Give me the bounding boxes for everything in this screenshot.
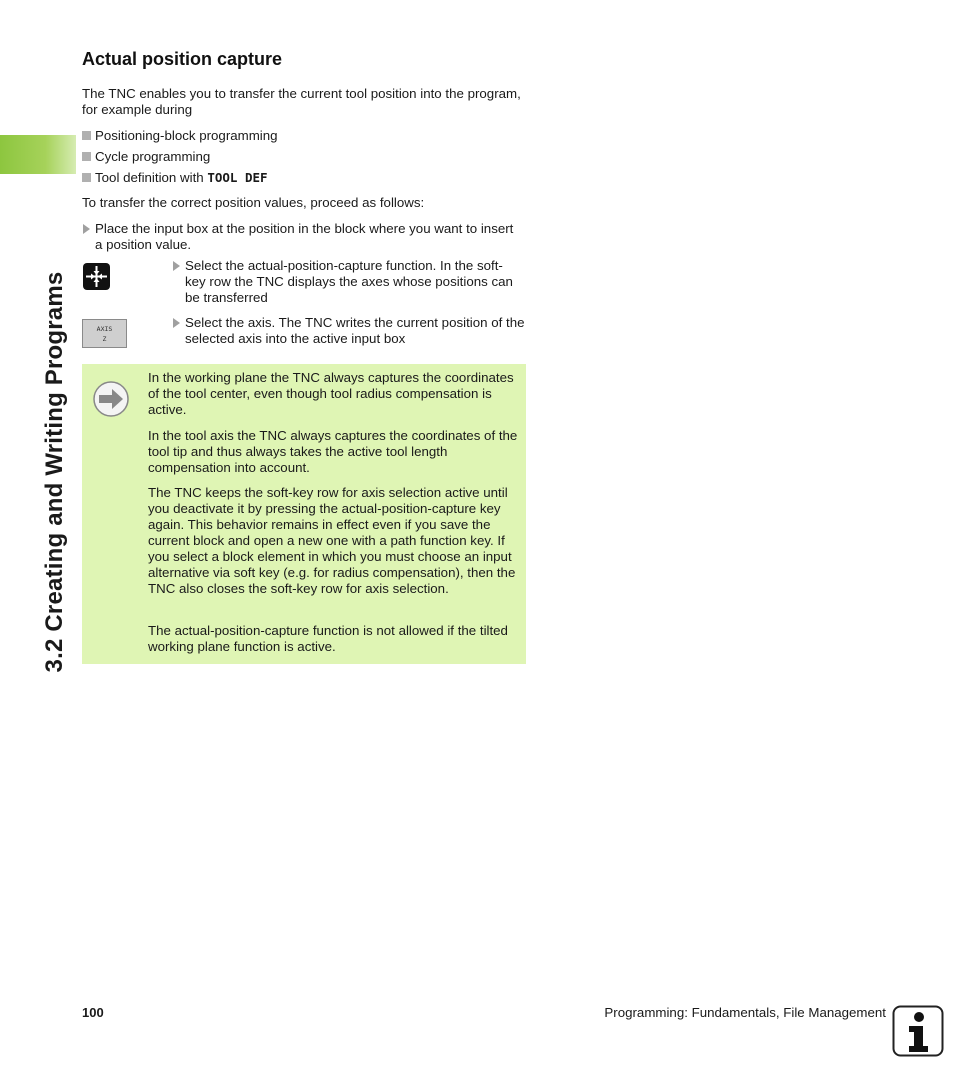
bullet-square-icon: [82, 131, 91, 140]
note-arrow-icon: [92, 380, 130, 418]
note-paragraph: In the tool axis the TNC always captures the coordinates of the tool tip and thus always takes the active tool length compensation into account.: [148, 428, 518, 475]
page-number: 100: [82, 1005, 104, 1020]
actual-position-capture-icon: [83, 263, 110, 290]
step-triangle-icon: [173, 261, 180, 271]
chapter-section-title: 3.2 Creating and Writing Programs: [41, 271, 68, 673]
step-place-input: Place the input box at the position in the block where you want to insert a position value.: [95, 221, 514, 252]
bullet-square-icon: [82, 173, 91, 182]
section-heading: Actual position capture: [82, 49, 283, 69]
note-paragraph: The actual-position-capture function is not allowed if the tilted working plane function is active.: [148, 623, 508, 654]
note-paragraph: In the working plane the TNC always captures the coordinates of the tool center, even though tool radius compensation is active.: [148, 370, 514, 417]
footer-title: Programming: Fundamentals, File Management: [604, 1005, 886, 1020]
step-select-axis: Select the axis. The TNC writes the current position of the selected axis into the active input box: [185, 315, 525, 346]
tool-def-code: TOOL DEF: [207, 170, 268, 185]
list-item: Tool definition with TOOL DEF: [82, 170, 268, 186]
info-icon: [892, 1005, 944, 1057]
step-triangle-icon: [173, 318, 180, 328]
step-triangle-icon: [83, 224, 90, 234]
list-item: Cycle programming: [82, 149, 210, 165]
axis-z-softkey: AXIS Z: [82, 319, 127, 348]
step-select-capture: Select the actual-position-capture function. In the soft-key row the TNC displays the axes whose positions can be transferred: [185, 258, 513, 305]
chapter-tab-marker: [0, 135, 76, 174]
intro-paragraph: The TNC enables you to transfer the current tool position into the program, for example during: [82, 86, 521, 117]
note-paragraph: The TNC keeps the soft-key row for axis selection active until you deactivate it by pressing the actual-position-capture key again. This behavior remains in effect even if you save the current block and open a new one with a path function key. If you select a block element in which you must choose an input alternative via soft key (e.g. for radius compensation), then the TNC also closes the soft-key row for axis selection.: [148, 485, 516, 596]
transfer-intro: To transfer the correct position values, proceed as follows:: [82, 195, 425, 210]
list-item: Positioning-block programming: [82, 128, 278, 144]
bullet-square-icon: [82, 152, 91, 161]
